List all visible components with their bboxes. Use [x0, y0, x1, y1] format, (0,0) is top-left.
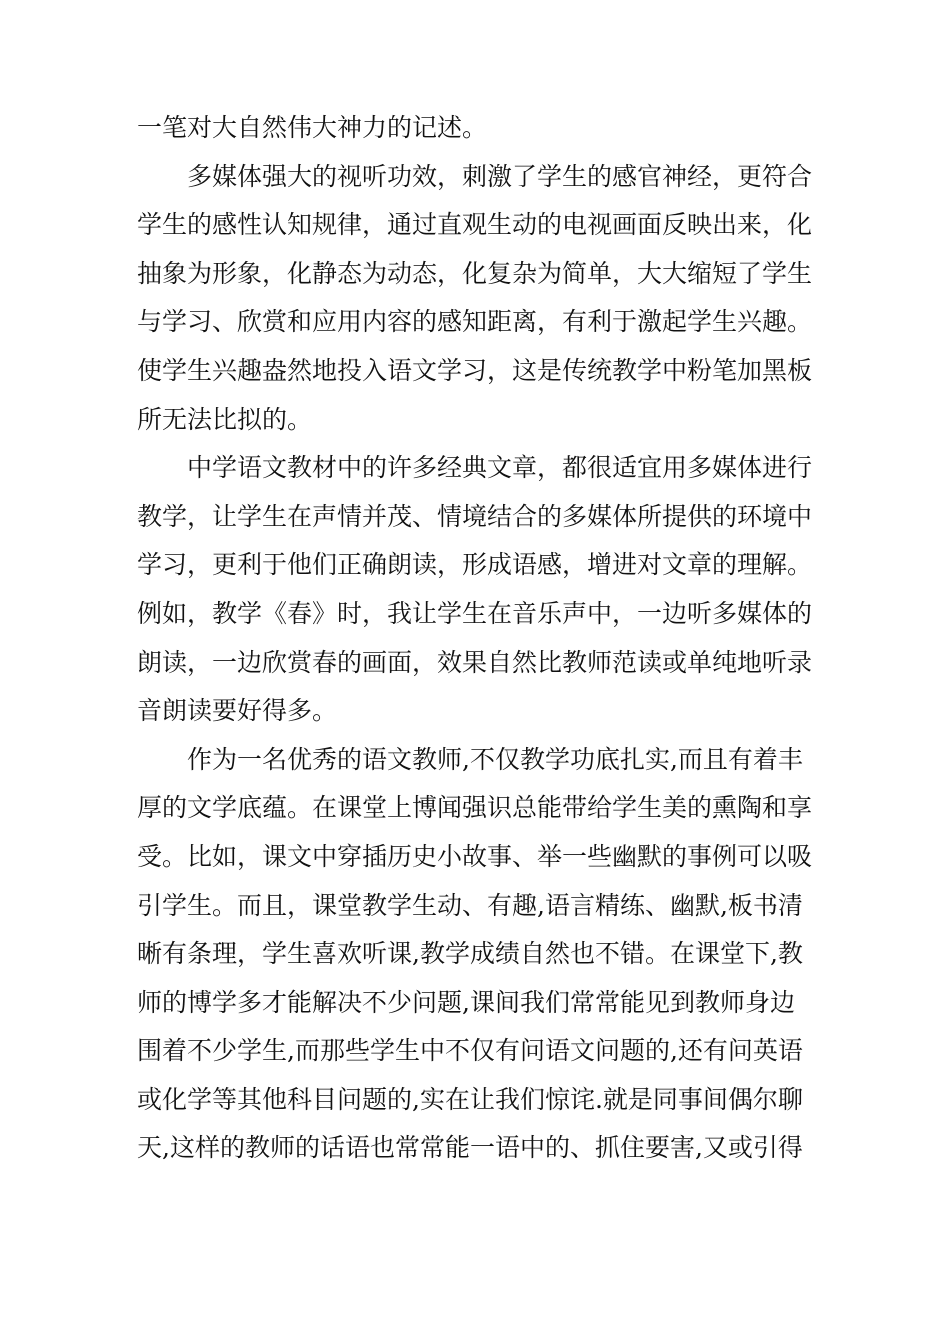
text-line: 天,这样的教师的话语也常常能一语中的、抓住要害,又或引得	[137, 1133, 803, 1163]
text-line: 所无法比拟的。	[137, 404, 313, 434]
body-text	[137, 104, 837, 1173]
text-line: 引学生。而且，课堂教学生动、有趣,语言精练、幽默,板书清	[137, 890, 803, 920]
text-line: 或化学等其他科目问题的,实在让我们惊诧.就是同事间偶尔聊	[137, 1084, 803, 1114]
paragraph-first-line: 中学语文教材中的许多经典文章，都很适宜用多媒体进行	[187, 453, 813, 483]
text-line: 学生的感性认知规律，通过直观生动的电视画面反映出来，化	[137, 210, 813, 240]
text-line: 晰有条理，学生喜欢听课,教学成绩自然也不错。在课堂下,教	[137, 939, 803, 969]
text-line: 围着不少学生,而那些学生中不仅有问语文问题的,还有问英语	[137, 1036, 803, 1066]
text-line: 师的博学多才能解决不少问题,课间我们常常能见到教师身边	[137, 987, 795, 1017]
paragraph-first-line: 多媒体强大的视听功效，刺激了学生的感官神经，更符合	[187, 161, 813, 191]
text-line: 音朗读要好得多。	[137, 696, 338, 726]
text-line: 教学，让学生在声情并茂、情境结合的多媒体所提供的环境中	[137, 501, 813, 531]
text-line: 抽象为形象，化静态为动态，化复杂为简单，大大缩短了学生	[137, 258, 813, 288]
text-line: 厚的文学底蕴。在课堂上博闻强识总能带给学生美的熏陶和享	[137, 793, 813, 823]
text-line: 受。比如，课文中穿插历史小故事、举一些幽默的事例可以吸	[137, 841, 813, 871]
paragraph-first-line: 作为一名优秀的语文教师,不仅教学功底扎实,而且有着丰	[187, 744, 803, 774]
text-line: 朗读，一边欣赏春的画面，效果自然比教师范读或单纯地听录	[137, 647, 813, 677]
text-line: 例如，教学《春》时，我让学生在音乐声中，一边听多媒体的	[137, 598, 813, 628]
text-line: 使学生兴趣盎然地投入语文学习，这是传统教学中粉笔加黑板	[137, 355, 813, 385]
text-line: 一笔对大自然伟大神力的记述。	[137, 113, 488, 142]
text-line: 学习，更利于他们正确朗读，形成语感，增进对文章的理解。	[137, 550, 813, 580]
text-line: 与学习、欣赏和应用内容的感知距离，有利于激起学生兴趣。	[137, 307, 813, 337]
